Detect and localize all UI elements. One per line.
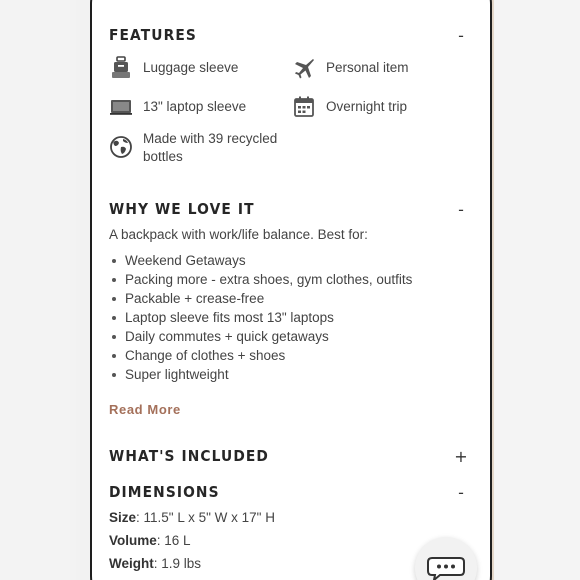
feature-item-personal xyxy=(292,59,476,80)
dimensions-collapse-toggle[interactable]: - xyxy=(458,482,464,502)
features-collapse-toggle[interactable]: - xyxy=(458,25,464,45)
features-title: FEATURES xyxy=(109,26,197,44)
dimension-value: : 1.9 lbs xyxy=(153,556,202,571)
dimension-value: : 16 L xyxy=(156,533,191,548)
included-expand-toggle[interactable]: + xyxy=(454,446,468,466)
dimensions-title: DIMENSIONS xyxy=(109,483,220,501)
dimension-label: Weight xyxy=(109,556,154,571)
airplane-icon xyxy=(292,56,316,80)
read-more-link[interactable]: Read More xyxy=(109,402,181,417)
dimension-label: Size xyxy=(109,510,137,525)
calendar-icon xyxy=(292,95,316,119)
feature-item-laptop xyxy=(109,98,293,119)
why-title: WHY WE LOVE IT xyxy=(109,200,255,218)
dimensions-header[interactable] xyxy=(109,481,469,503)
why-bullet-list xyxy=(109,251,479,384)
list-item: Super lightweight xyxy=(109,365,479,384)
list-item: Laptop sleeve fits most 13" laptops xyxy=(109,308,479,327)
why-header[interactable] xyxy=(109,198,469,220)
dimension-row-volume xyxy=(109,533,191,548)
page-margin-left xyxy=(0,0,76,580)
feature-label: Made with 39 recycled bottles xyxy=(143,131,278,164)
list-item: Packable + crease-free xyxy=(109,289,479,308)
list-item: Daily commutes + quick getaways xyxy=(109,327,479,346)
features-header[interactable] xyxy=(109,24,469,46)
feature-label: 13" laptop sleeve xyxy=(143,99,247,114)
laptop-icon xyxy=(109,95,133,119)
page-margin-right xyxy=(492,0,580,580)
included-title: WHAT'S INCLUDED xyxy=(109,447,269,465)
why-intro: A backpack with work/life balance. Best for: xyxy=(109,227,368,242)
included-header[interactable] xyxy=(109,445,469,467)
list-item: Weekend Getaways xyxy=(109,251,479,270)
feature-item-luggage xyxy=(109,59,293,80)
dimension-value: : 11.5" L x 5" W x 17" H xyxy=(136,510,275,525)
feature-item-recycled xyxy=(109,130,293,166)
feature-label: Personal item xyxy=(326,60,409,75)
dimension-label: Volume xyxy=(109,533,157,548)
chat-bubble-icon xyxy=(426,556,466,580)
globe-icon xyxy=(109,135,133,159)
list-item: Packing more - extra shoes, gym clothes, outfits xyxy=(109,270,479,289)
feature-label: Overnight trip xyxy=(326,99,408,114)
dimension-row-weight xyxy=(109,556,201,571)
luggage-icon xyxy=(109,56,133,80)
why-collapse-toggle[interactable]: - xyxy=(458,199,464,219)
feature-item-overnight xyxy=(292,98,476,119)
list-item: Change of clothes + shoes xyxy=(109,346,479,365)
feature-label: Luggage sleeve xyxy=(143,60,239,75)
dimension-row-size xyxy=(109,510,275,525)
